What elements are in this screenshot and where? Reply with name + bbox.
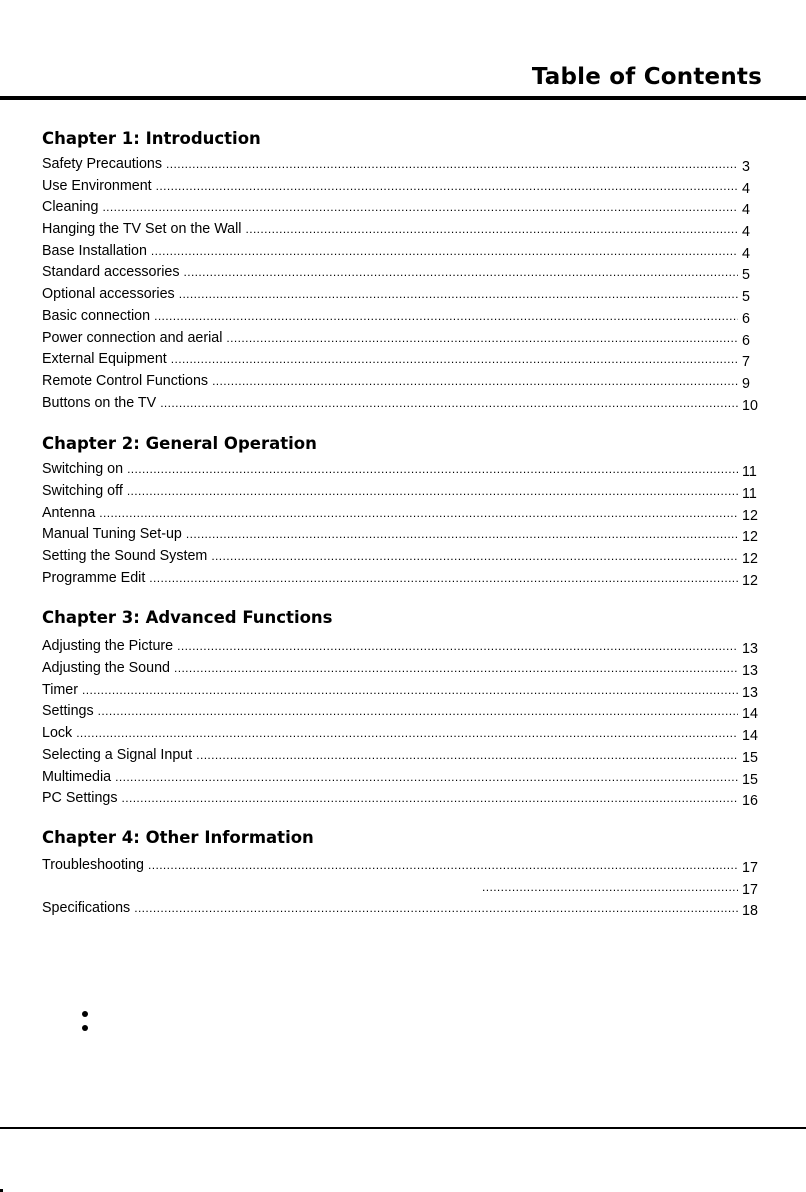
page-number: 12 xyxy=(742,507,758,524)
page-number: 11 xyxy=(742,464,757,481)
dot-leader xyxy=(183,262,738,284)
header-rule xyxy=(0,96,806,100)
entry-label: Selecting a Signal Input xyxy=(42,746,193,763)
page-number: 12 xyxy=(742,572,758,589)
toc-entry-basic-connection[interactable] xyxy=(42,306,770,328)
chapter-title: Chapter 2: General Operation xyxy=(42,434,317,454)
toc-entry-power-connection[interactable] xyxy=(42,328,770,350)
page-number: 11 xyxy=(742,485,757,502)
dot-leader xyxy=(151,241,738,263)
toc-entry-safety-precautions[interactable] xyxy=(42,154,770,176)
chapter-4 xyxy=(42,827,770,920)
entry-label: Basic connection xyxy=(42,307,151,324)
chapter-title: Chapter 4: Other Information xyxy=(42,827,314,847)
dot-leader xyxy=(245,219,738,241)
dot-leader xyxy=(148,855,738,877)
dot-leader xyxy=(177,636,738,658)
dot-leader xyxy=(211,546,738,568)
page-number: 3 xyxy=(742,159,750,175)
toc-entry-standard-accessories[interactable] xyxy=(42,262,770,284)
entry-label: Lock xyxy=(42,725,73,742)
entry-label: Troubleshooting xyxy=(42,856,144,873)
toc-entry-cleaning[interactable] xyxy=(42,197,770,219)
toc-entry-optional-accessories[interactable] xyxy=(42,284,770,306)
toc-entry-troubleshooting[interactable] xyxy=(42,855,770,877)
table-of-contents xyxy=(42,128,770,920)
toc-entry-lock[interactable] xyxy=(42,723,770,745)
toc-entry-external-equipment[interactable] xyxy=(42,349,770,371)
page-number: 14 xyxy=(742,706,758,723)
entry-label: Programme Edit xyxy=(42,569,146,586)
page-number: 5 xyxy=(742,267,750,284)
entry-label: Safety Precautions xyxy=(42,156,163,172)
page-number: 15 xyxy=(742,771,758,788)
page-number: 13 xyxy=(742,684,758,701)
dot-leader xyxy=(115,767,738,789)
bullet-icon xyxy=(82,1025,88,1031)
entry-label: Adjusting the Picture xyxy=(42,638,174,655)
entry-label: Remote Control Functions xyxy=(42,372,209,389)
entry-label: Switching off xyxy=(42,482,123,499)
toc-entry-remote-control[interactable] xyxy=(42,371,770,393)
toc-entry-multimedia[interactable] xyxy=(42,767,770,789)
dot-leader xyxy=(154,306,738,328)
toc-entry-hanging-tv[interactable] xyxy=(42,219,770,241)
toc-entry-timer[interactable] xyxy=(42,680,770,702)
entry-label: Hanging the TV Set on the Wall xyxy=(42,221,242,238)
dot-leader xyxy=(482,877,738,899)
dot-leader xyxy=(171,349,738,371)
page-number: 17 xyxy=(742,881,758,898)
entry-label: Antenna xyxy=(42,504,96,521)
toc-entry-sound-system[interactable] xyxy=(42,546,770,568)
entry-label: Use Environment xyxy=(42,177,152,194)
entry-label: Specifications xyxy=(42,900,131,917)
toc-entry-pc-settings[interactable] xyxy=(42,788,770,810)
entry-label: Buttons on the TV xyxy=(42,394,157,411)
footer-rule xyxy=(0,1127,806,1129)
page-number: 15 xyxy=(742,749,758,766)
dot-leader xyxy=(160,393,738,415)
dot-leader xyxy=(127,459,738,481)
toc-entry-switching-on[interactable] xyxy=(42,459,770,481)
entry-label: Switching on xyxy=(42,461,124,478)
dot-leader xyxy=(122,788,739,810)
toc-entry-programme-edit[interactable] xyxy=(42,568,770,590)
dot-leader xyxy=(98,701,738,723)
entry-label: Multimedia xyxy=(42,768,112,785)
toc-entry-buttons-on-tv[interactable] xyxy=(42,393,770,415)
chapter-title: Chapter 3: Advanced Functions xyxy=(42,608,333,628)
page-number: 13 xyxy=(742,641,758,658)
page-number: 5 xyxy=(742,289,750,306)
entry-label: Adjusting the Sound xyxy=(42,660,170,677)
dot-leader xyxy=(82,680,738,702)
toc-entry-switching-off[interactable] xyxy=(42,481,770,503)
entry-label: Setting the Sound System xyxy=(42,548,208,564)
page-number: 14 xyxy=(742,728,758,745)
page-number: 6 xyxy=(742,332,750,349)
page-number: 16 xyxy=(742,793,758,810)
entry-label: Timer xyxy=(42,681,79,698)
toc-entry-adjusting-picture[interactable] xyxy=(42,636,770,658)
entry-label: Manual Tuning Set-up xyxy=(42,526,182,543)
toc-entry-signal-input[interactable] xyxy=(42,745,770,767)
dot-leader xyxy=(196,745,738,767)
page-number: 7 xyxy=(742,354,750,371)
toc-entry-manual-tuning[interactable] xyxy=(42,524,770,546)
page-number: 12 xyxy=(742,551,758,567)
entry-label: Optional accessories xyxy=(42,286,175,303)
toc-entry-unlabeled[interactable] xyxy=(42,877,770,899)
dot-leader xyxy=(179,284,738,306)
dot-leader xyxy=(174,658,738,680)
chapter-3 xyxy=(42,607,770,810)
chapter-title: Chapter 1: Introduction xyxy=(42,129,261,148)
chapter-2 xyxy=(42,433,770,589)
toc-entry-specifications[interactable] xyxy=(42,898,770,920)
page-number: 4 xyxy=(742,245,750,262)
entry-label: Power connection and aerial xyxy=(42,329,223,346)
entry-label: Cleaning xyxy=(42,199,99,216)
entry-label: PC Settings xyxy=(42,790,118,807)
dot-leader xyxy=(76,723,738,745)
dot-leader xyxy=(166,154,738,176)
toc-entry-adjusting-sound[interactable] xyxy=(42,658,770,680)
toc-entry-base-installation[interactable] xyxy=(42,241,770,263)
entry-label: Standard accessories xyxy=(42,264,180,281)
toc-entry-use-environment[interactable] xyxy=(42,176,770,198)
page-number: 12 xyxy=(742,529,758,546)
dot-leader xyxy=(102,197,738,219)
page-number: 9 xyxy=(742,375,750,392)
dot-leader xyxy=(186,524,738,546)
page-number: 18 xyxy=(742,903,758,920)
entry-label: Base Installation xyxy=(42,242,147,259)
dot-leader xyxy=(134,898,738,920)
page-number: 6 xyxy=(742,310,750,327)
bullet-icon xyxy=(82,1011,88,1017)
toc-entry-settings[interactable] xyxy=(42,701,770,723)
page-number: 17 xyxy=(742,859,758,876)
page-number: 13 xyxy=(742,663,758,680)
entry-label: External Equipment xyxy=(42,351,167,368)
page-title: Table of Contents xyxy=(531,64,762,90)
dot-leader xyxy=(212,371,738,393)
dot-leader xyxy=(99,503,738,525)
page-number: 4 xyxy=(742,180,750,197)
page-number: 4 xyxy=(742,202,750,219)
dot-leader xyxy=(127,481,738,503)
dot-leader xyxy=(226,328,738,350)
entry-label: Settings xyxy=(42,703,94,720)
dot-leader xyxy=(149,568,738,590)
page-number: 4 xyxy=(742,224,750,241)
page-number: 10 xyxy=(742,397,758,414)
bullet-list xyxy=(82,1011,92,1039)
toc-entry-antenna[interactable] xyxy=(42,503,770,525)
dot-leader xyxy=(156,176,738,198)
chapter-1 xyxy=(42,128,770,414)
